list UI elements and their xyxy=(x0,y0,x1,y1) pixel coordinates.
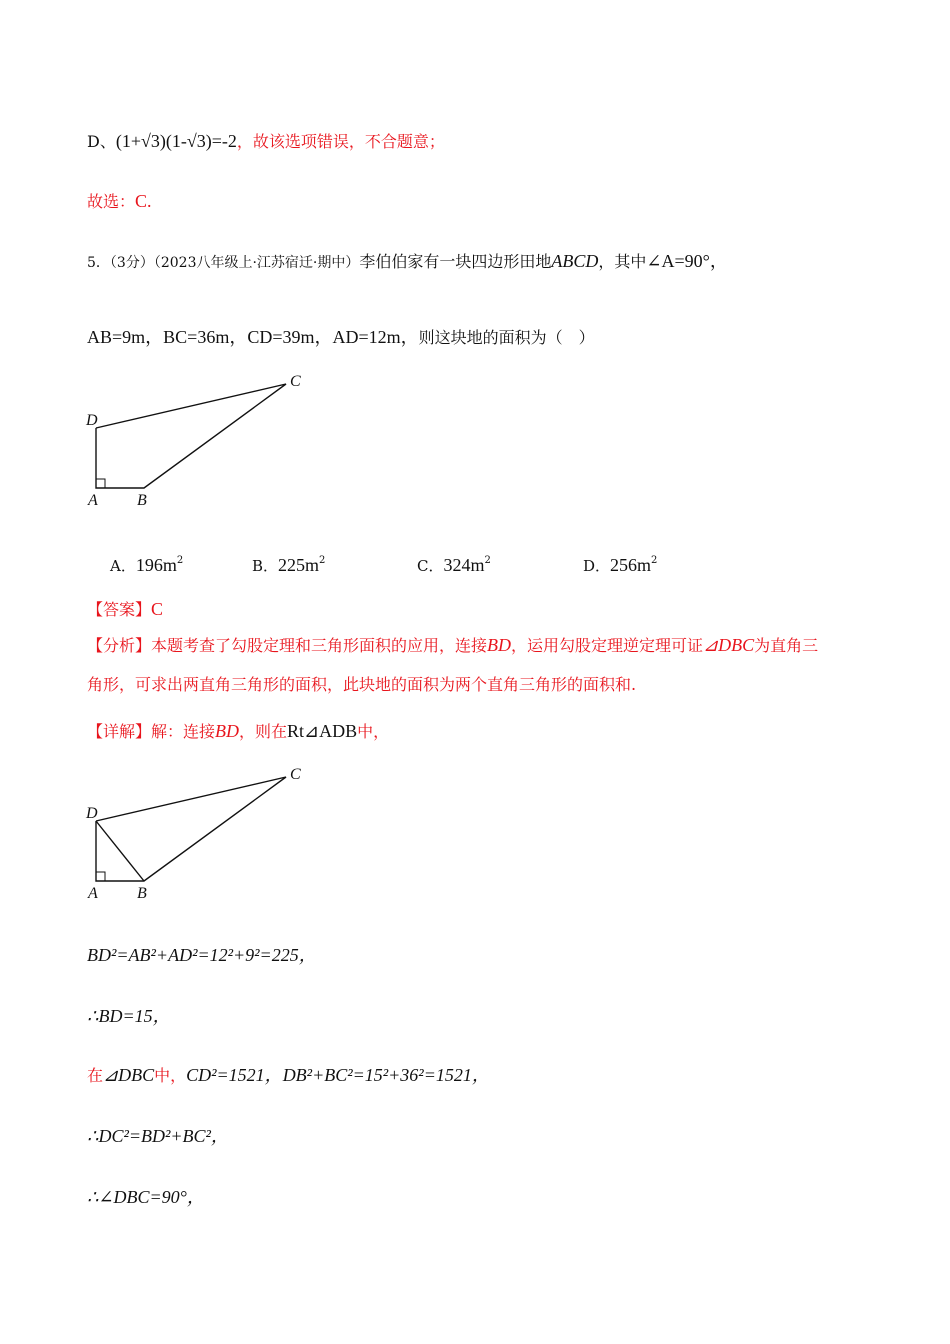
quadrilateral-outline xyxy=(96,384,286,488)
analysis-tri: ⊿DBC xyxy=(703,635,755,655)
option-a-exp: 2 xyxy=(176,555,184,566)
step-3 xyxy=(87,1064,490,1087)
option-d-label: D． xyxy=(583,557,611,575)
quadrilateral-outline-2 xyxy=(96,777,286,881)
answer-value: C xyxy=(151,599,164,619)
analysis-bd: BD xyxy=(487,635,512,655)
quadrilateral-diagonal-figure xyxy=(80,761,320,906)
quadrilateral-figure xyxy=(80,368,320,513)
question-source: （2023八年级上·江苏宿迁·期中） xyxy=(153,255,360,271)
option-c-value: 324m xyxy=(443,555,485,575)
analysis-text4: 角形，可求出两直角三角形的面积，此块地的面积为两个直角三角形的面积和. xyxy=(87,675,637,694)
answer-tag: 【答案】 xyxy=(87,600,152,619)
label-d-2: D xyxy=(86,805,98,822)
detail-rt: Rt⊿ADB xyxy=(287,721,358,741)
analysis-text1: 本题考查了勾股定理和三角形面积的应用，连接 xyxy=(151,636,488,655)
step-2 xyxy=(87,1005,171,1027)
side-bc: BC=36m， xyxy=(163,327,248,347)
analysis-tag: 【分析】 xyxy=(87,636,152,655)
option-c-exp: 2 xyxy=(484,555,491,566)
question-ask: 则这块地的面积为（ ） xyxy=(418,328,595,347)
label-b: B xyxy=(137,492,147,509)
option-a[interactable] xyxy=(110,550,183,577)
step-1-text: BD²=AB²+AD²=12²+9²=225， xyxy=(87,945,317,965)
side-ab: AB=9m， xyxy=(87,327,164,347)
detail-text3: 中， xyxy=(357,722,390,741)
option-a-value: 196m xyxy=(135,555,177,575)
question-stem2: ，其中 xyxy=(598,252,647,271)
step-3-eq1: CD²=1521， xyxy=(186,1065,283,1085)
right-angle-mark-2 xyxy=(96,872,105,881)
prev-option-d-conclusion: ，故该选项错误，不合题意； xyxy=(236,132,445,151)
answer xyxy=(87,598,163,621)
question-stem-line1 xyxy=(87,250,728,274)
step-5-text: ∴∠DBC=90°， xyxy=(87,1187,205,1207)
prev-answer-label: 故选： xyxy=(87,192,136,211)
label-a: A xyxy=(88,492,98,509)
label-c-2: C xyxy=(290,766,301,783)
detail-text2: ，则在 xyxy=(239,722,288,741)
step-3-prefix: 在 xyxy=(87,1066,104,1085)
detail-bd: BD xyxy=(215,721,240,741)
analysis-line2 xyxy=(87,674,636,696)
option-d-value: 256m xyxy=(610,555,652,575)
option-c[interactable] xyxy=(417,550,491,577)
option-a-label: A． xyxy=(110,557,136,575)
prev-answer xyxy=(87,190,152,213)
detail-tag: 【详解】 xyxy=(87,722,152,741)
option-b-exp: 2 xyxy=(319,555,326,566)
analysis-text3: 为直角三 xyxy=(754,636,819,655)
step-1 xyxy=(87,944,317,966)
side-cd: CD=39m， xyxy=(247,327,333,347)
step-4 xyxy=(87,1125,229,1147)
detail-text1: 解：连接 xyxy=(151,722,216,741)
option-b-label: B． xyxy=(252,557,279,575)
option-c-label: C． xyxy=(417,557,444,575)
label-c: C xyxy=(290,373,301,390)
right-angle-mark xyxy=(96,479,105,488)
option-b-value: 225m xyxy=(278,555,320,575)
label-b-2: B xyxy=(137,885,147,902)
option-d[interactable] xyxy=(583,550,657,577)
step-5 xyxy=(87,1186,205,1208)
option-d-exp: 2 xyxy=(651,555,658,566)
step-2-text: ∴BD=15， xyxy=(87,1006,171,1026)
side-ad: AD=12m， xyxy=(332,327,419,347)
detail-line xyxy=(87,720,389,743)
step-3-tri: ⊿DBC xyxy=(103,1065,155,1085)
prev-option-d-expr: (1+√3)(1-√3)=-2 xyxy=(115,131,237,151)
analysis-line1 xyxy=(87,634,818,657)
question-stem: 李伯伯家有一块四边形田地 xyxy=(359,252,552,271)
step-4-text: ∴DC²=BD²+BC²， xyxy=(87,1126,229,1146)
prev-option-d-label: D、 xyxy=(87,132,116,151)
prev-answer-value: C. xyxy=(135,191,152,211)
step-3-mid: 中， xyxy=(154,1066,187,1085)
analysis-text2: ，运用勾股定理逆定理可证 xyxy=(511,636,704,655)
question-score: （3分） xyxy=(109,255,154,271)
question-stem-line2 xyxy=(87,326,595,349)
prev-option-d xyxy=(87,130,445,153)
option-b[interactable] xyxy=(252,550,325,577)
question-angle-cond: ∠A=90°， xyxy=(646,251,728,271)
question-number: 5． xyxy=(87,255,110,271)
step-3-eq2: DB²+BC²=15²+36²=1521， xyxy=(282,1065,490,1085)
question-shape-name: ABCD xyxy=(551,251,599,271)
label-a-2: A xyxy=(88,885,98,902)
label-d: D xyxy=(86,412,98,429)
